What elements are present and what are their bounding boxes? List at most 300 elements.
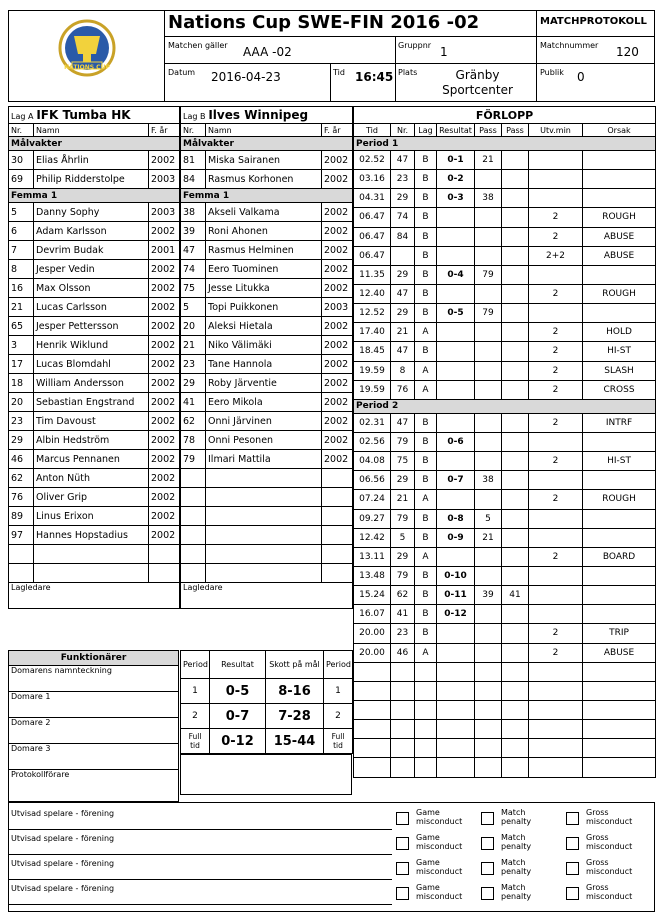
event-team	[415, 662, 437, 681]
player-nr: 20	[181, 317, 206, 336]
event-reason: ABUSE	[583, 246, 656, 265]
player-nr: 62	[9, 469, 34, 488]
event-team: B	[415, 605, 437, 624]
event-pass1	[475, 361, 502, 380]
match-checkbox[interactable]	[481, 862, 494, 875]
player-name	[206, 545, 322, 564]
event-reason	[583, 432, 656, 451]
player-nr: 23	[181, 355, 206, 374]
event-time	[354, 720, 391, 739]
col-nr: Nr.	[181, 124, 206, 137]
event-penalty-min: 2	[529, 361, 583, 380]
player-row	[181, 526, 353, 545]
event-reason	[583, 758, 656, 777]
event-nr: 79	[391, 566, 415, 585]
event-pass1	[475, 246, 502, 265]
game-label	[416, 883, 462, 901]
event-time	[354, 739, 391, 758]
event-pass1	[475, 662, 502, 681]
match-checkbox[interactable]	[481, 887, 494, 900]
event-pass2	[502, 246, 529, 265]
event-reason	[583, 528, 656, 547]
player-nr: 30	[9, 151, 34, 170]
match-label-1: Match	[501, 883, 526, 892]
player-row	[9, 279, 180, 298]
event-penalty-min	[529, 700, 583, 719]
event-pass2	[502, 323, 529, 342]
event-result	[437, 643, 475, 662]
player-name	[206, 564, 322, 583]
misconduct-row	[8, 831, 655, 856]
event-reason	[583, 189, 656, 208]
event-pass1: 39	[475, 586, 502, 605]
score-shots: 15-44	[266, 729, 324, 754]
player-name	[34, 564, 149, 583]
event-team: B	[415, 471, 437, 490]
event-penalty-min	[529, 265, 583, 284]
player-name: Rasmus Helminen	[206, 241, 322, 260]
event-time: 04.31	[354, 189, 391, 208]
player-nr	[9, 545, 34, 564]
player-name: Lucas Blomdahl	[34, 355, 149, 374]
event-time	[354, 662, 391, 681]
logo-text: NATIONS CUP	[64, 64, 110, 71]
gross-label-1: Gross	[586, 833, 609, 842]
gross-checkbox[interactable]	[566, 887, 579, 900]
event-reason	[583, 739, 656, 758]
event-nr: 47	[391, 151, 415, 170]
event-team: A	[415, 490, 437, 509]
event-nr: 84	[391, 227, 415, 246]
event-row	[354, 151, 656, 170]
match-checkbox[interactable]	[481, 837, 494, 850]
player-name: Roby Järventie	[206, 374, 322, 393]
event-time: 06.47	[354, 227, 391, 246]
event-time: 06.47	[354, 208, 391, 227]
event-team: B	[415, 227, 437, 246]
col-nr: Nr.	[9, 124, 34, 137]
player-year: 2002	[149, 336, 180, 355]
player-row	[9, 412, 180, 431]
place-label: Plats	[398, 68, 418, 77]
event-result	[437, 246, 475, 265]
score-shots: 8-16	[266, 679, 324, 704]
event-time: 12.52	[354, 304, 391, 323]
event-penalty-min: 2+2	[529, 246, 583, 265]
event-team	[415, 758, 437, 777]
gross-label-1: Gross	[586, 883, 609, 892]
event-penalty-min	[529, 189, 583, 208]
event-pass1	[475, 681, 502, 700]
misconduct-row	[8, 806, 655, 831]
player-nr	[181, 545, 206, 564]
player-name: Oliver Grip	[34, 488, 149, 507]
player-year: 2002	[322, 279, 353, 298]
player-row	[181, 507, 353, 526]
event-result	[437, 284, 475, 303]
gross-label-2: misconduct	[586, 842, 633, 851]
player-name: Albin Hedström	[34, 431, 149, 450]
event-result	[437, 681, 475, 700]
event-pass2	[502, 284, 529, 303]
player-nr: 39	[181, 222, 206, 241]
event-row	[354, 471, 656, 490]
event-team: B	[415, 432, 437, 451]
player-year: 2002	[322, 412, 353, 431]
period2-title: Period 2	[354, 399, 656, 413]
player-year: 2002	[149, 450, 180, 469]
official-field[interactable]: Domarens namnteckning	[9, 666, 179, 692]
event-nr: 29	[391, 547, 415, 566]
event-result: 0-10	[437, 566, 475, 585]
match-label	[501, 833, 531, 851]
col-result: Resultat	[210, 651, 266, 679]
gross-label-1: Gross	[586, 808, 609, 817]
event-reason	[583, 605, 656, 624]
player-name: Aleksi Hietala	[206, 317, 322, 336]
official-field[interactable]: Domare 2	[9, 718, 179, 744]
event-penalty-min	[529, 739, 583, 758]
player-name: Niko Välimäki	[206, 336, 322, 355]
player-name	[206, 469, 322, 488]
event-pass1	[475, 605, 502, 624]
player-row	[181, 222, 353, 241]
event-pass2	[502, 208, 529, 227]
misconduct-player-label: Utvisad spelare - förening	[11, 884, 115, 893]
event-reason: HOLD	[583, 323, 656, 342]
event-penalty-min	[529, 528, 583, 547]
event-time: 13.11	[354, 547, 391, 566]
player-nr: 20	[9, 393, 34, 412]
event-row	[354, 380, 656, 399]
official-field[interactable]: Protokollförare	[9, 770, 179, 802]
event-team: B	[415, 151, 437, 170]
player-name: Jesper Pettersson	[34, 317, 149, 336]
player-row	[181, 393, 353, 412]
gross-checkbox[interactable]	[566, 812, 579, 825]
event-row	[354, 265, 656, 284]
player-row	[9, 336, 180, 355]
player-row	[9, 393, 180, 412]
goalie-row	[9, 151, 180, 170]
team-b-leader-label: Lagledare	[181, 583, 353, 609]
event-reason: TRIP	[583, 624, 656, 643]
event-reason: INTRF	[583, 413, 656, 432]
score-result: 0-7	[210, 704, 266, 729]
place-value-1: Gränby	[455, 68, 500, 82]
player-name: Anton Nüth	[34, 469, 149, 488]
event-result: 0-11	[437, 586, 475, 605]
player-row	[9, 260, 180, 279]
event-col-header: Utv.min	[529, 124, 583, 137]
event-time: 19.59	[354, 380, 391, 399]
player-year: 2002	[322, 355, 353, 374]
event-time: 17.40	[354, 323, 391, 342]
event-pass2	[502, 471, 529, 490]
event-penalty-min: 2	[529, 624, 583, 643]
score-result: 0-5	[210, 679, 266, 704]
player-row	[9, 564, 180, 583]
event-team	[415, 681, 437, 700]
game-checkbox[interactable]	[396, 862, 409, 875]
player-year: 2002	[322, 431, 353, 450]
event-time: 06.56	[354, 471, 391, 490]
event-reason: CROSS	[583, 380, 656, 399]
official-field[interactable]: Domare 1	[9, 692, 179, 718]
player-name: Tane Hannola	[206, 355, 322, 374]
event-nr: 47	[391, 342, 415, 361]
player-nr: 5	[9, 203, 34, 222]
event-pass2	[502, 380, 529, 399]
event-reason	[583, 265, 656, 284]
player-row	[181, 564, 353, 583]
player-row	[9, 203, 180, 222]
event-team: B	[415, 246, 437, 265]
player-nr: 5	[181, 298, 206, 317]
event-time: 12.42	[354, 528, 391, 547]
player-nr: 23	[9, 412, 34, 431]
gross-label-2: misconduct	[586, 867, 633, 876]
event-pass1	[475, 739, 502, 758]
misconduct-player-label: Utvisad spelare - förening	[11, 834, 115, 843]
goalie-row	[9, 170, 180, 189]
match-label	[501, 883, 531, 901]
player-row	[181, 241, 353, 260]
event-team: B	[415, 452, 437, 471]
game-label	[416, 833, 462, 851]
event-pass1	[475, 323, 502, 342]
event-time: 09.27	[354, 509, 391, 528]
official-field[interactable]: Domare 3	[9, 744, 179, 770]
player-year: 2002	[149, 355, 180, 374]
event-penalty-min	[529, 681, 583, 700]
player-year	[322, 564, 353, 583]
event-reason: HI-ST	[583, 452, 656, 471]
team-a-roster	[8, 106, 180, 609]
audience-label: Publik	[540, 68, 564, 77]
event-row	[354, 208, 656, 227]
event-pass2	[502, 700, 529, 719]
event-pass1	[475, 566, 502, 585]
player-row	[181, 298, 353, 317]
player-year	[322, 545, 353, 564]
event-nr	[391, 739, 415, 758]
game-checkbox[interactable]	[396, 887, 409, 900]
match-label-1: Match	[501, 833, 526, 842]
player-nr	[181, 564, 206, 583]
event-pass2	[502, 681, 529, 700]
event-pass2	[502, 265, 529, 284]
officials-title: Funktionärer	[9, 651, 179, 666]
event-nr: 29	[391, 304, 415, 323]
event-result: 0-5	[437, 304, 475, 323]
event-result	[437, 413, 475, 432]
match-label	[501, 808, 531, 826]
event-nr: 47	[391, 284, 415, 303]
event-pass2	[502, 413, 529, 432]
period1-title: Period 1	[354, 137, 656, 151]
event-nr	[391, 700, 415, 719]
event-nr: 62	[391, 586, 415, 605]
player-row	[181, 469, 353, 488]
player-year: 2002	[322, 450, 353, 469]
event-row	[354, 758, 656, 777]
group-value: 1	[440, 45, 448, 59]
event-pass1: 21	[475, 151, 502, 170]
event-col-header: Tid	[354, 124, 391, 137]
event-reason: ABUSE	[583, 227, 656, 246]
event-pass1	[475, 342, 502, 361]
event-row	[354, 739, 656, 758]
event-pass1	[475, 413, 502, 432]
event-row	[354, 246, 656, 265]
event-nr: 21	[391, 323, 415, 342]
event-result	[437, 624, 475, 643]
event-row	[354, 304, 656, 323]
score-period: 2	[181, 704, 210, 729]
event-penalty-min: 2	[529, 547, 583, 566]
match-checkbox[interactable]	[481, 812, 494, 825]
game-label-1: Game	[416, 858, 440, 867]
place-value-2: Sportcenter	[442, 83, 513, 97]
time-value: 16:45	[355, 70, 394, 84]
event-row	[354, 490, 656, 509]
player-row	[9, 545, 180, 564]
goalies-title: Målvakter	[9, 137, 180, 151]
event-time: 04.08	[354, 452, 391, 471]
goalies-title: Målvakter	[181, 137, 353, 151]
player-row	[181, 488, 353, 507]
player-name: Tim Davoust	[34, 412, 149, 431]
col-year: F. år	[149, 124, 180, 137]
event-col-header: Pass	[502, 124, 529, 137]
event-col-header: Nr.	[391, 124, 415, 137]
event-nr: 29	[391, 189, 415, 208]
player-name: Marcus Pennanen	[34, 450, 149, 469]
event-pass2	[502, 342, 529, 361]
player-name: Philip Ridderstolpe	[34, 170, 149, 189]
event-team	[415, 720, 437, 739]
gross-label	[586, 833, 632, 851]
player-year: 2003	[322, 298, 353, 317]
event-nr	[391, 758, 415, 777]
event-col-header: Orsak	[583, 124, 656, 137]
player-row	[181, 317, 353, 336]
player-nr: 17	[9, 355, 34, 374]
event-result	[437, 361, 475, 380]
event-pass1	[475, 284, 502, 303]
player-nr: 29	[181, 374, 206, 393]
event-result	[437, 380, 475, 399]
event-row	[354, 361, 656, 380]
event-pass2	[502, 151, 529, 170]
event-col-header: Resultat	[437, 124, 475, 137]
event-time: 02.31	[354, 413, 391, 432]
player-year: 2002	[149, 393, 180, 412]
event-pass2	[502, 361, 529, 380]
event-penalty-min: 2	[529, 452, 583, 471]
player-name: Lucas Carlsson	[34, 298, 149, 317]
line-title: Femma 1	[181, 189, 353, 203]
gross-label	[586, 808, 632, 826]
player-year	[322, 526, 353, 545]
gross-checkbox[interactable]	[566, 862, 579, 875]
event-nr: 79	[391, 509, 415, 528]
player-year: 2002	[322, 317, 353, 336]
event-penalty-min	[529, 662, 583, 681]
player-year	[322, 469, 353, 488]
event-team: A	[415, 323, 437, 342]
event-row	[354, 662, 656, 681]
score-row	[181, 729, 353, 754]
event-penalty-min	[529, 151, 583, 170]
misconduct-player-label: Utvisad spelare - förening	[11, 809, 115, 818]
event-reason	[583, 720, 656, 739]
matchnum-value: 120	[616, 45, 639, 59]
player-row	[181, 374, 353, 393]
player-name	[206, 507, 322, 526]
col-period: Period	[181, 651, 210, 679]
player-nr: 21	[9, 298, 34, 317]
event-row	[354, 605, 656, 624]
event-pass1	[475, 208, 502, 227]
player-year: 2002	[322, 222, 353, 241]
event-team: B	[415, 304, 437, 323]
player-row	[181, 203, 353, 222]
game-checkbox[interactable]	[396, 837, 409, 850]
score-period: 1	[181, 679, 210, 704]
event-team: B	[415, 342, 437, 361]
gross-checkbox[interactable]	[566, 837, 579, 850]
event-nr: 46	[391, 643, 415, 662]
player-name: Adam Karlsson	[34, 222, 149, 241]
match-label-2: penalty	[501, 867, 532, 876]
match-label-2: penalty	[501, 817, 532, 826]
misconduct-player-label: Utvisad spelare - förening	[11, 859, 115, 868]
player-year: 2002	[149, 412, 180, 431]
event-nr	[391, 681, 415, 700]
event-pass1	[475, 432, 502, 451]
event-pass1: 5	[475, 509, 502, 528]
player-nr	[181, 488, 206, 507]
player-name: Hannes Hopstadius	[34, 526, 149, 545]
event-pass1	[475, 170, 502, 189]
player-year: 2002	[149, 151, 180, 170]
event-pass2	[502, 170, 529, 189]
player-year: 2002	[149, 526, 180, 545]
event-pass2	[502, 662, 529, 681]
player-row	[9, 450, 180, 469]
event-reason	[583, 170, 656, 189]
player-nr: 6	[9, 222, 34, 241]
event-penalty-min	[529, 720, 583, 739]
event-row	[354, 452, 656, 471]
event-pass1	[475, 490, 502, 509]
event-penalty-min: 2	[529, 490, 583, 509]
score-row	[181, 704, 353, 729]
game-checkbox[interactable]	[396, 812, 409, 825]
event-result: 0-4	[437, 265, 475, 284]
score-blank	[180, 754, 352, 795]
event-team: B	[415, 413, 437, 432]
event-nr: 41	[391, 605, 415, 624]
protocol-label: MATCHPROTOKOLL	[540, 16, 647, 27]
event-penalty-min: 2	[529, 342, 583, 361]
event-time: 20.00	[354, 643, 391, 662]
match-title: Nations Cup SWE-FIN 2016 -02	[168, 12, 480, 33]
gross-label-2: misconduct	[586, 817, 633, 826]
event-result	[437, 452, 475, 471]
